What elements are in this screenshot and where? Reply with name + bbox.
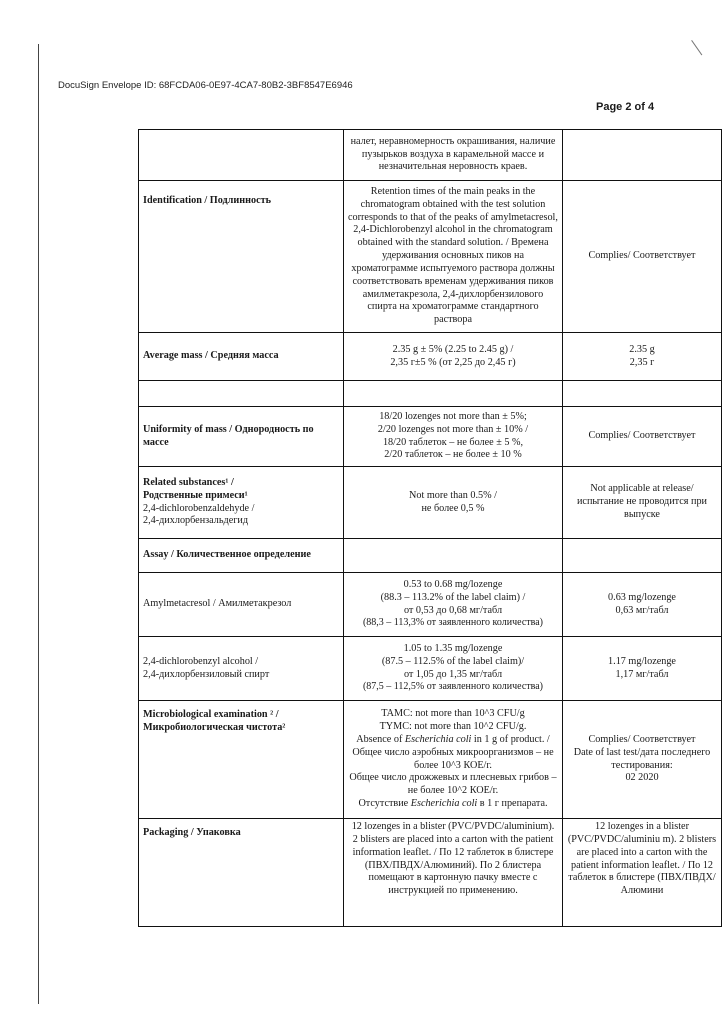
- result-cell-empty: [563, 130, 722, 181]
- spec-cell: [344, 333, 563, 381]
- spec-line: (87.5 – 112.5% of the label claim)/: [381, 655, 525, 667]
- organism-name: Escherichia coli: [410, 798, 478, 810]
- result-cell: [563, 637, 722, 701]
- table-row-packaging: [139, 819, 722, 927]
- result-line: Complies/ Соответствует: [588, 733, 696, 745]
- param-packaging: Packaging / Упаковка: [143, 827, 241, 838]
- table-row-related-substances: [139, 467, 722, 539]
- spec-text: Отсутствие: [358, 798, 411, 810]
- param-assay: Assay / Количественное определение: [143, 549, 311, 561]
- result-cell: 12 lozenges in a blister (PVC/PVDC/aluminiu m). 2 blisters are placed into a carton with the patient information leaflet. / По 12 таблеток в блистере (ПВХ/ПВДХ/Алюмини: [563, 819, 722, 927]
- spec-cell: налет, неравномерность окрашивания, наличие пузырьков воздуха в карамельной массе и незначительная неровность краев.: [344, 130, 563, 181]
- spec-cell: 12 lozenges in a blister (PVC/PVDC/aluminium). 2 blisters are placed into a carton with the patient information leaflet. / По 12 таблеток в блистере (ПВХ/ПВДХ/Алюминий). По 2 блистера помещают в картонную пачку вместе с инструкцией по применению.: [344, 819, 563, 927]
- spec-cell: [344, 467, 563, 539]
- param-related-substances: Related substances¹ /: [143, 476, 234, 488]
- spec-line: (87,5 – 112,5% от заявленного количества): [362, 681, 544, 693]
- spec-cell: Retention times of the main peaks in the chromatogram obtained with the test solution corresponds to that of the peaks of amylmetacresol, 2,4-Dichlorobenzyl alcohol in the chromatogram obtained with the standard solution. / Времена удерживания основных пиков на хроматограмме испытуемого раствора должны соответствовать временам удерживания пиков амилметакрезола, 2,4-дихлорбензилового спирта на хроматограмме стандартного раствора: [344, 181, 563, 333]
- param-impurity: 2,4-dichlorobenzaldehyde /: [143, 502, 255, 514]
- result-cell: [563, 701, 722, 819]
- spec-line: 0.53 to 0.68 mg/lozenge: [403, 578, 503, 590]
- result-line: Date of last test/дата последнего тестирования:: [573, 746, 711, 771]
- result-cell: [563, 573, 722, 637]
- spec-line: 18/20 таблеток – не более ± 5 %,: [382, 436, 524, 448]
- spec-line: Not more than 0.5% /: [409, 489, 497, 501]
- result-line: 2.35 g: [629, 343, 655, 355]
- table-row-continuation: [139, 130, 722, 181]
- result-line: 0.63 mg/lozenge: [608, 591, 676, 603]
- table-row-dichlorobenzyl-alcohol: [139, 637, 722, 701]
- param-uniformity: Uniformity of mass / Однородность по массе: [143, 423, 314, 448]
- param-microbiological: Microbiological examination ² /: [143, 709, 279, 720]
- param-cell: [139, 539, 344, 573]
- spec-line: 1.05 to 1.35 mg/lozenge: [403, 642, 503, 654]
- param-cell: [139, 181, 344, 333]
- result-line: 1,17 мг/табл: [615, 668, 669, 680]
- spec-line: 2,35 г±5 % (от 2,25 до 2,45 г): [390, 356, 516, 368]
- spec-line: 2.35 g ± 5% (2.25 to 2.45 g) /: [392, 343, 514, 355]
- empty-cell: [344, 381, 563, 407]
- param-cell: [139, 573, 344, 637]
- spec-cell: [344, 573, 563, 637]
- param-cell: [139, 333, 344, 381]
- empty-cell: [139, 381, 344, 407]
- spec-line: от 0,53 до 0,68 мг/табл: [403, 604, 503, 616]
- result-line: 2,35 г: [629, 356, 655, 368]
- scan-corner-mark: [691, 40, 702, 55]
- scan-margin-line: [38, 44, 39, 1004]
- result-line: 0,63 мг/табл: [615, 604, 669, 616]
- spec-cell: [344, 637, 563, 701]
- result-cell: [563, 333, 722, 381]
- organism-name: Escherichia coli: [404, 733, 472, 745]
- spec-line: (88,3 – 113,3% от заявленного количества): [362, 617, 544, 629]
- spec-line: Общее число дрожжевых и плесневых грибов – не более 10^2 КОЕ/г.: [349, 772, 557, 797]
- param-dichlorobenzyl-ru: 2,4-дихлорбензиловый спирт: [143, 668, 270, 680]
- spec-line: от 1,05 до 1,35 мг/табл: [403, 668, 503, 680]
- table-row-identification: [139, 181, 722, 333]
- param-average-mass: Average mass / Средняя масса: [143, 350, 279, 362]
- specification-table: [138, 129, 722, 927]
- spec-line: Общее число аэробных микроорганизмов – не более 10^3 КОЕ/г.: [352, 746, 554, 771]
- param-identification: Identification / Подлинность: [143, 195, 271, 206]
- result-line: 02 2020: [625, 772, 659, 784]
- param-microbiological-ru: Микробиологическая чистота²: [143, 721, 286, 733]
- spec-line: [348, 734, 558, 747]
- table-row-uniformity: [139, 407, 722, 467]
- table-row-assay: [139, 539, 722, 573]
- result-cell: Complies/ Соответствует: [563, 181, 722, 333]
- spec-cell: [344, 701, 563, 819]
- spec-line: 2/20 таблеток – не более ± 10 %: [384, 449, 522, 461]
- spec-line: не более 0,5 %: [421, 502, 485, 514]
- param-cell-empty: [139, 130, 344, 181]
- param-cell: [139, 819, 344, 927]
- param-cell: [139, 467, 344, 539]
- spec-text: в 1 г препарата.: [477, 798, 548, 810]
- table-row-average-mass: [139, 333, 722, 381]
- spec-line: [348, 798, 558, 811]
- param-amylmetacresol: Amylmetacresol / Амилметакрезол: [143, 598, 292, 610]
- docusign-envelope-id: DocuSign Envelope ID: 68FCDA06-0E97-4CA7-80B2-3BF8547E6946: [58, 80, 353, 91]
- spec-line: 18/20 lozenges not more than ± 5%;: [379, 410, 527, 422]
- param-related-substances-ru: Родственные примеси¹: [143, 489, 248, 501]
- spec-line: (88.3 – 113.2% of the label claim) /: [380, 591, 526, 603]
- param-cell: [139, 407, 344, 467]
- table-row-microbiological: [139, 701, 722, 819]
- param-cell: [139, 701, 344, 819]
- spec-line: TAMC: not more than 10^3 CFU/g: [381, 708, 525, 720]
- spec-text: in 1 g of product. /: [471, 733, 550, 745]
- param-cell: [139, 637, 344, 701]
- result-cell: Complies/ Соответствует: [563, 407, 722, 467]
- param-dichlorobenzyl: 2,4-dichlorobenzyl alcohol /: [143, 655, 259, 667]
- spec-cell: [344, 407, 563, 467]
- table-row-amylmetacresol: [139, 573, 722, 637]
- result-cell: Not applicable at release/ испытание не проводится при выпуске: [563, 467, 722, 539]
- param-impurity-ru: 2,4-дихлорбензальдегид: [143, 515, 249, 527]
- empty-cell: [563, 381, 722, 407]
- table-row-spacer: [139, 381, 722, 407]
- spec-text: Absence of: [356, 733, 405, 745]
- spec-line: 2/20 lozenges not more than ± 10% /: [377, 423, 529, 435]
- page-number: Page 2 of 4: [596, 101, 655, 113]
- spec-line: TYMC: not more than 10^2 CFU/g.: [379, 720, 527, 732]
- empty-cell: [344, 539, 563, 573]
- empty-cell: [563, 539, 722, 573]
- result-line: 1.17 mg/lozenge: [608, 655, 676, 667]
